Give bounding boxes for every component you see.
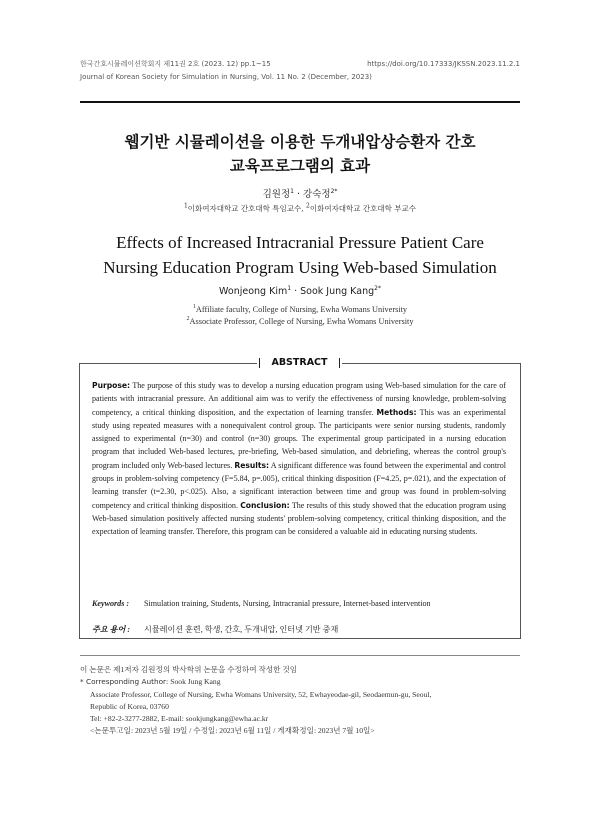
title-korean-line: 교육프로그램의 효과 [229,157,371,175]
address-line: Associate Professor, College of Nursing, Ewha Womans University, 52, Ewhayeodae-gil, Seodaemun-gu, Seoul, [90,689,432,699]
contact-info: Tel: +82-2-3277-2882, E-mail: sookjungkang@ewha.ac.kr [90,714,269,724]
running-header [80,58,520,84]
purpose-label: Purpose: [92,381,131,390]
keywords-value-ko: 시뮬레이션 훈련, 학생, 간호, 두개내압, 인터넷 기반 중재 [144,625,339,634]
abstract-label: ABSTRACT [257,355,342,371]
affiliation-english [0,304,600,328]
results-text: A significant difference was found between the experimental and control groups in problem-solving competency (F=5.84, p=.005), critical thinking disposition (F=4.25, p=.021), and the expectation of learning transfer (t=2.30, p<.025). Also, a significant interaction between time and group was found in problem-solving competency and critical thinking disposition. [92,460,506,510]
affiliation-text: 이화여자대학교 간호대학 특임교수, [187,204,304,213]
footnote-rule [80,655,520,656]
abstract-text [92,379,506,539]
keywords-english [92,598,512,611]
author-superscript: 2* [330,187,338,195]
title-korean [60,130,540,178]
author-name: 김원정 [262,189,291,200]
author-superscript: 1 [287,284,292,292]
corresponding-author [80,676,530,688]
author-separator: · [293,189,304,200]
thesis-note: 이 논문은 제1저자 김원정의 박사학위 논문을 수정하여 작성한 것임 [80,665,298,674]
title-english-line: Effects of Increased Intracranial Pressure Patient Care [116,233,484,252]
affiliation-line [0,304,600,316]
affiliation-superscript: 2 [186,316,190,323]
keywords-korean [92,624,512,637]
affiliation-korean [0,203,600,214]
title-english [40,230,560,280]
affiliation-text: 이화여자대학교 간호대학 부교수 [309,204,417,213]
keywords-value: Simulation training, Students, Nursing, Intracranial pressure, Internet-based intervention [144,599,431,608]
affiliation-text: Affiliate faculty, College of Nursing, Ewha Womans University [195,305,408,314]
submission-dates: <논문투고일: 2023년 5월 19일 / 수정일: 2023년 6월 11일 / 게재확정일: 2023년 7월 10일> [90,726,375,736]
doi-link[interactable]: https://doi.org/10.17333/JKSSN.2023.11.2.1 [367,60,520,68]
keywords-label: Keywords : [92,599,130,608]
author-name: Wonjeong Kim [219,286,288,297]
conclusion-text: The results of this study showed that the education program using Web-based simulation positively affected nursing students' problem-solving competency, critical thinking disposition, and the expectation of learning transfer. Therefore, this program can be considered a valuable aid in educating nursing students. [92,500,506,537]
methods-label: Methods: [376,407,417,417]
author-name: 강숙정 [303,189,331,200]
corresponding-label: * Corresponding Author: [80,677,169,687]
authors-english [0,286,600,297]
journal-citation-ko: 한국간호시뮬레이션학회지 제11권 2호 (2023. 12) pp.1~15 [80,60,271,68]
authors-korean [0,186,600,200]
footnotes [80,664,530,738]
conclusion-label: Conclusion: [240,500,290,510]
affiliation-superscript: 2 [306,202,310,210]
affiliation-line [0,316,600,328]
affiliation-superscript: 1 [192,304,196,311]
affiliation-text: Associate Professor, College of Nursing, Ewha Womans University [189,317,414,326]
author-name: Sook Jung Kang [300,286,375,297]
author-superscript: 2* [374,284,381,292]
author-superscript: 1 [290,187,294,195]
address-line: Republic of Korea, 03760 [90,701,169,711]
title-english-line: Nursing Education Program Using Web-based Simulation [103,258,497,277]
author-separator: · [291,286,301,297]
affiliation-superscript: 1 [183,202,188,210]
methods-text: This was an experimental study using repeated measures with a nonequivalent control group. The participants were senior nursing students, randomly assigned to experimental (n=30) and control (n=30) groups. The experimental group participated in a nursing education program that included Web-based lectures, pre-briefing, Web-based simulation, and debriefing, whereas the control group's program included only Web-based lectures. [92,407,506,470]
header-rule [80,101,520,103]
corresponding-name: Sook Jung Kang [168,677,221,687]
journal-citation-en: Journal of Korean Society for Simulation in Nursing, Vol. 11 No. 2 (December, 2023) [80,73,372,81]
keywords-label-ko: 주요 용어 : [92,625,131,634]
title-korean-line: 웹기반 시뮬레이션을 이용한 두개내압상승환자 간호 [124,133,476,151]
results-label: Results: [234,460,270,470]
purpose-text: The purpose of this study was to develop a nursing education program using Web-based simulation for the care of patients with intracranial pressure. An additional aim was to verify the effectiveness of nursing knowledge, problem-solving competency, a critical thinking disposition, and the expectation of learning transfer. [92,381,506,417]
